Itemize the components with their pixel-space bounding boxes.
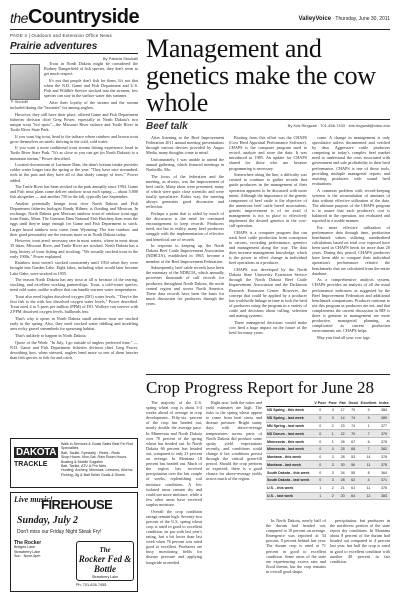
dakota-tackle-ad[interactable] — [10, 438, 138, 488]
table-cell: ND Durum - last week — [266, 430, 313, 438]
paragraph: come. A change in management is only speculative unless documented and verified by data. Aggressive cattle producers competing in today's complex beef market need to understand the costs associated with government and sale profitability in their herd performance. CHAPS is one of those tools, providing multiple managerial reports and assisting producers with sound herd evaluations. — [312, 135, 390, 186]
live-music-label: Live music! — [14, 495, 53, 504]
table-cell: 0 — [313, 407, 327, 415]
crop-condition-table — [266, 400, 390, 500]
table-row — [266, 407, 390, 415]
table-cell: 2 — [327, 492, 338, 500]
paragraph: If you want big trout, head to the tailrace where rainbow and brown trout grow themselves on smelt, thriving in the cold, cold water. — [10, 133, 138, 144]
table-cell: 384 — [378, 407, 390, 415]
paper-date-line: ValleyVoice · Thursday, June 30, 2011 — [298, 16, 390, 22]
paragraph: That's why it opens in North Dakota small rainbow trout are stocked early in the spring. Also, they need stocked water riddling and modeling area rocky gravel streambeds for spawning habitat. — [10, 316, 138, 332]
table-row — [266, 484, 390, 492]
event-date: Sunday, July 2 — [17, 515, 79, 526]
table-cell: 378 — [378, 453, 390, 461]
table-cell: 3 — [327, 477, 338, 485]
crop-col-2 — [206, 400, 262, 483]
table-header-cell: Fair — [339, 401, 346, 405]
table-cell: 383 — [378, 492, 390, 500]
table-cell: 74 — [347, 422, 359, 430]
table-cell: Montana - last week — [266, 461, 313, 469]
table-row — [266, 477, 390, 485]
ad-details — [61, 442, 135, 477]
table-cell: 30 — [338, 461, 347, 469]
paragraph: A common problem with record-keeping systems is the accumulation of amounts of data without effective utilization of the data. The ultimate purpose of the CHAPS program is to assure that each producer's cost is balanced in the operation, not evaluated and reported in a usable manner. — [312, 187, 390, 224]
table-cell: 3 — [327, 453, 338, 461]
paper-name: Valley — [298, 16, 316, 22]
feature-byline: By Kris Ringwall · 701-456-7433 · kris.ringwall@ndsu.edu — [287, 123, 390, 128]
brand-name: Countryside — [27, 6, 140, 28]
paragraph: After their loyalty of the stream and the stream included during the "boomies" for among anglers. — [10, 99, 138, 110]
table-cell: South Dakota - last week — [266, 477, 313, 485]
feature-col-2 — [229, 135, 307, 342]
table-cell: 4 — [327, 407, 338, 415]
table-cell: 1 — [327, 430, 338, 438]
table-cell: 28 — [338, 477, 347, 485]
table-cell: MN Spring - last week — [266, 422, 313, 430]
table-cell: 377 — [378, 422, 390, 430]
beef-talk-kicker: Beef talk — [146, 121, 188, 132]
prairie-article-body — [10, 61, 138, 360]
table-cell: 34 — [338, 469, 347, 477]
ad-line: Bridges Lane — [14, 545, 36, 550]
paragraph: However, they still have their place, offered Game and Fish Department fisheries division chief Greg Power, especially in North Dakota's two unique trout "hot spots"—the Missouri River tailrace and Turtle River in Turtle River State Park. — [10, 111, 138, 132]
paragraph: For more effective utilization of performance data through time, production benchmark values utilizing standardized calculations based on total cow exposed have been used in CHAPS herds for more than 20 years. During this period, CHAPS producers have been able to compare their individual operation's performance relative the benchmarks that are calculated from the entire database. — [312, 224, 390, 276]
table-cell: Minnesota - last week — [266, 445, 313, 453]
table-row — [266, 438, 390, 446]
paragraph: May you find all your cow tags. — [317, 334, 371, 340]
logo-line-2: Rocker Fed & Bottle — [78, 554, 132, 574]
table-cell: 0 — [313, 422, 327, 430]
table-cell: 22 — [338, 430, 347, 438]
table-cell: 70 — [347, 407, 359, 415]
table-cell: U.S. - this week — [266, 484, 313, 492]
table-cell: 14 — [359, 453, 378, 461]
masthead — [10, 6, 390, 38]
table-cell: 0 — [313, 445, 327, 453]
table-cell: 67 — [347, 438, 359, 446]
paragraph: precipitation, but producers in the northwest portion of the state report dry conditions. In Montana about 8 percent of the durum had headed out compared to 4 percent last year, but half the crop is rated in good to excellent condition with another 40 percent in fair condition. — [330, 518, 390, 564]
table-cell: ND Spring - this week — [266, 407, 313, 415]
table-cell: 375 — [378, 461, 390, 469]
table-cell: 9 — [359, 414, 378, 422]
feature-headline: Management and genetics make the cow whole — [146, 34, 376, 117]
table-cell: 12 — [359, 492, 378, 500]
ad-line: Bait, Tackle, ATV & Pro Nets — [61, 464, 107, 469]
table-row — [266, 469, 390, 477]
table-header-cell: Good — [348, 401, 358, 405]
paragraph: Quote of the Week: "In July, I go outside of anglers preferred time." — N.D. Game and Fish Department fisheries division chief Greg Power, describing how, when stressed, anglers bend more so one of them heavier than fish species to fish for and catch. — [10, 339, 138, 360]
table-row — [266, 461, 390, 469]
table-cell: 8 — [359, 469, 378, 477]
table-cell: 3 — [327, 414, 338, 422]
paragraph: The majority of the U.S. spring wheat crop is about 3-4 weeks ahead of average in crop development. Fifty-six percent of the crop has headed out, nearly double the average pace. In Minnesota and North Dakota over 70 percent of the spring wheat has headed out. In North Dakota 66 percent has headed out, compared to only 21 percent on average. In Montana 18 percent has headed out. Much of the region has received precipitation over the last couple of weeks, replenishing soil moisture conditions. A few isolated areas remain dry and could use more moisture, while a few other areas have received surplus moisture. — [146, 400, 202, 507]
author-photo — [10, 64, 40, 104]
paragraph: Trout also need higher dissolved oxygen (DO) water levels. "They're the first fish to die with low dissolved oxygen water levels," Power described. Trout need 4 to 5 parts per million (PPM) of DO. Walleye can survive with 2 PPM dissolved oxygen levels, bullheads less. — [10, 294, 138, 315]
paragraph: The focus of the federation and the meeting, as always, was the improvement of beef cattle. Many ideas were presented, many of which were quite close scientific and were totally speculative. Either way, the meeting always generates good discussion and reflection. — [146, 173, 224, 210]
table-cell: 7 — [359, 430, 378, 438]
table-cell: 2 — [327, 484, 338, 492]
table-cell: 11 — [359, 461, 378, 469]
paragraph: That's unlikely to happen in North Dakota. — [15, 332, 87, 338]
paragraph: Right now, both the ratios and yield estimates are high. The risks to the spring wheat appear to come from heat stress and disease pressure. Bright sunny days with above-average temperatures across parts of North Dakota did produce some spotty yield expectations recently, and conditions could change if hot conditions persist through the critical grain-fill period. Should the crop perform as expected, there is a good chance for above-average yields across much of the region. — [206, 400, 262, 482]
ad-line: Shop Hours: Mon-Sat, Rain Room Hours, Boating & Mobile Supplies — [61, 455, 128, 464]
table-cell: 1 — [313, 484, 327, 492]
table-cell: 20 — [338, 492, 347, 500]
paragraph: CHAPS is a computer program that can track beef cattle production from conception to carcass, recording performance, genetics and management along the way. The data does increase management knowledge, which is the power to effect change in individual beef operations as a producer. — [229, 229, 307, 266]
paragraph: Somewhere along the line, a difficulty was created to continue to gather records that guide producers in the management of their operation apparent to be discussed with more intent. Although the importance of the genetic component of beef cattle is the objective of the numerous beef cattle breed associations, genetic improvement is of no avail if management is not in place to effectively implement the desired genetics in the cow-calf operation. — [229, 172, 307, 229]
table-cell: 3 — [327, 461, 338, 469]
paragraph: Located downstream of Larimore Dam, the dam's bottom intake provides colder water longer into the spring or the year. "They have nice streambed, rock in the past and they have all of that shady canopy of trees," Power added. — [10, 162, 138, 183]
table-cell: 0 — [313, 414, 327, 422]
table-cell: 376 — [378, 484, 390, 492]
table-row — [266, 430, 390, 438]
table-cell: 28 — [338, 453, 347, 461]
table-cell: 70 — [347, 430, 359, 438]
table-cell: 64 — [347, 492, 359, 500]
brand-the: the — [10, 10, 28, 26]
firehouse-title: FIREHOUSE — [41, 497, 113, 512]
table-cell: 17 — [338, 407, 347, 415]
ad-left-block — [14, 541, 62, 559]
paragraph: After listening to the Beef Improvement Federation 2011 annual meeting presentations through various devices provided by Angus Media, many thoughts come to mind. — [146, 135, 224, 156]
table-row — [266, 445, 390, 453]
crop-col-4 — [330, 518, 390, 565]
paragraph: In North Dakota, nearly half of the durum had headed out, compared to 19 percent on average. Emergence was reported at 34 percent, 8 percent behind last year. The durum crop is rated at 71 percent in good to excellent condition. Some areas of the state are experiencing excess rain and flood threats, but the crop remains in overall good shape. — [266, 518, 326, 574]
kicker-row — [146, 119, 390, 133]
ad-subtitle: TRACKLE — [14, 461, 48, 468]
table-body — [266, 407, 390, 500]
paragraph: In response to keeping up, the North Dakota Beef Cattle Improvement Association (NDBCIA), established in 1965, became a member of the Beef Improvement Federation. — [146, 243, 224, 264]
page-info: PAGE 4 | Outdoors and Extension Office News — [10, 33, 112, 38]
table-cell: 389 — [378, 414, 390, 422]
table-cell: 2 — [327, 422, 338, 430]
table-cell: 0 — [313, 430, 327, 438]
paragraph: Overall the crop condition ratings remain high. Seventy-two percent of the U.S. spring wheat crop is rated in good to excellent condition, on par with last year's rating, but a bit lower than last week when 76 percent was rated good to excellent. Producers are busy monitoring fields for disease pressure and applying fungicide as needed. — [146, 508, 202, 565]
ad-line: Sun · Noon-6pm — [14, 554, 41, 559]
paragraph: Rooting from this effort was the CHAPS (Cow Herd Appraisal Performance Software). CHAPS is the computer program used to record, analyze and store the data. It was introduced in 1985. An update for CHAPS shared for those who use because programming is necessary. — [229, 135, 307, 171]
table-row — [266, 453, 390, 461]
ad-bottom — [14, 541, 134, 589]
prairie-byline: By Patricia Stockdill — [102, 56, 138, 61]
table-cell: ND Spring - last week — [266, 414, 313, 422]
ad-title: DAKOTA — [16, 447, 57, 458]
table-cell: South Dakota - this week — [266, 469, 313, 477]
table-cell: 25 — [338, 445, 347, 453]
table-cell: 9 — [359, 407, 378, 415]
table-cell: 378 — [378, 438, 390, 446]
left-title: The Rocker — [14, 540, 42, 546]
table-row — [266, 492, 390, 500]
table-cell: U.S. - last week — [266, 492, 313, 500]
table-cell: 3 — [327, 469, 338, 477]
table-cell: 0 — [313, 453, 327, 461]
logo-line-1: The — [99, 546, 111, 554]
table-cell: 14 — [338, 414, 347, 422]
table-header-cell: V Poor — [314, 401, 326, 405]
table-header-cell: Excellent — [360, 401, 377, 405]
table-cell: 55 — [347, 469, 359, 477]
table-cell: 1 — [359, 422, 378, 430]
feature-col-3 — [312, 135, 390, 342]
crop-article — [146, 400, 390, 590]
paragraph: Subsequently, beef cattle records have been the mainstay of the NDBCIA, which annually processes thousands of calf records for producers throughout North Dakota, the north central region and across North America. These data records have been the basis for much discussion for producers through the years. — [146, 265, 224, 306]
left-lines — [14, 545, 62, 558]
table-cell: 371 — [378, 477, 390, 485]
paragraph: Unfortunately, I was unable to attend the annual gathering, which featured meetings in Nashville, Mo. — [146, 156, 224, 173]
paragraph: The Turtle River has been stocked in the park annually since 1994. Game and Fish trout plans come deliver rainbow trout each spring — about 5,000 fish altogether — and another 750 in the fall, typically late September. — [10, 184, 138, 200]
feature-col-1 — [146, 135, 224, 342]
table-cell: 0 — [313, 469, 327, 477]
paragraph: Trout in North Dakota might be considered the Rodney Dangerfield of fish species, they don't seem to get much respect. — [44, 61, 138, 77]
table-cell: 364 — [378, 469, 390, 477]
paragraph: Rainbow trout weren't stocked consistently until 1954 when they were brought into Garden Lake. Eight lakes, including what would later become Lake Oahe, were stocked in 1955. — [10, 260, 138, 276]
table-cell: 62 — [347, 477, 359, 485]
table-cell: 56 — [347, 461, 359, 469]
table-cell: 0 — [313, 477, 327, 485]
event-subtitle: Don't miss our Friday Night Steak Fry! — [17, 529, 102, 535]
table-cell: 23 — [338, 422, 347, 430]
photo-caption: P. Stockdill — [11, 100, 28, 104]
ad-phone: Ph. 701-626-7455 — [76, 583, 107, 587]
feature-columns — [146, 135, 390, 342]
issue-date: Thursday, June 30, 2011 — [335, 16, 390, 22]
rocker-logo — [76, 541, 134, 581]
ad-line: Bait, Tackle, Specialty - Reels - Rods — [61, 450, 120, 455]
paragraph: If you want a more traditional trout stream fishing experience, head to Turtle River State Park. "It's as close as you can get (in North Dakota) to a mountain stream," Power described. — [10, 145, 138, 161]
table-cell: 61 — [347, 484, 359, 492]
table-cell: 0 — [313, 461, 327, 469]
table-header-cell: Index — [379, 401, 389, 405]
paragraph: CHAPS was developed by the North Dakota State University Extension Service through the North Dakota Beef Cattle Improvement Association and the Dickinson Research Extension Center. However, the concept that could be applied by a producer has worldwide linkage in time to lock the herd of producers using the program in a variety of cattle and decisions about culling, selection and mating systems. — [229, 267, 307, 318]
paragraph: It's not that people don't fish for them. It's not that when the N.D. Game and Fish Department and U.S. Fish and Wildlife Service stocked into the streams, few species can stay in the surface water this summer. — [44, 77, 138, 99]
table-cell: 21 — [338, 484, 347, 492]
table-cell: 0 — [327, 445, 338, 453]
prairie-section-title: Prairie adventures — [10, 41, 138, 54]
section-brand — [10, 6, 139, 29]
table-cell: Montana - this week — [266, 453, 313, 461]
crop-col-1 — [146, 400, 202, 566]
table-cell: 53 — [347, 453, 359, 461]
table-cell: 0 — [313, 438, 327, 446]
table-cell: 1 — [313, 492, 327, 500]
paper-name-2: Voice — [315, 16, 332, 22]
table-cell: 379 — [378, 430, 390, 438]
crop-headline: Crop Progress Report for June 28 — [146, 374, 390, 398]
table-cell: Minnesota - this week — [266, 438, 313, 446]
paragraph: However, trout aren't necessary rare in most waters, where in most about 35 lakes, Missouri River, and Turtle River are stocked. North Dakota has a long history of trout fishing and stocking. "We actually stocked trout in the early 1900s," Power explained. — [10, 238, 138, 259]
table-cell: 1 — [327, 438, 338, 446]
feature-column — [146, 35, 390, 595]
paragraph: These managerial decisions would make cow herd a huge impact on the future of the herd for many years. — [229, 319, 307, 335]
paragraph: The reason North Dakota has any trout at all is because of the rearing, stocking, and excellent working partnerships. Trout, a cold-water species, need cold water, unlike walleye that can handle warmer water temperatures. — [10, 277, 138, 293]
ad-line: Fishing, Jig & Bait Seller Goals & Shoes — [61, 472, 125, 477]
table-header-cell: Poor — [328, 401, 337, 405]
table-row — [266, 414, 390, 422]
table-cell: 26 — [338, 438, 347, 446]
logo-line-3: Strawberry Lake — [91, 575, 119, 579]
ad-line: Walk in Services & Goals Sales Best Fin Rod Specialties — [61, 442, 133, 451]
paragraph: Another potentially benign trout river North Dakota and Fish Department fisheries biologist Randy Hiltner, is flooding and Mexican. In exchange, North Dakota gets Mexican rainbow trout of rainbow trout eggs from Ennis, Mont. The Garrison Dam National Fish Hatchery then rears the eggs until they're large enough for Game and Fish Department to stock. Larger brood rainbow now come from Wyoming. The free rainbow and their good personality are the reasons more so in North Dakota today. — [10, 201, 138, 237]
paragraph: As a comprehensive analysis system, CHAPS provides an analysis of all the usual performance indicators as suggested by the Beef Improvement Federation and additional benchmark comparisons. Producer continue to use this program as producers are net, and that complements the current discussion in BIF is there is genuine to management are more productive, managerial planning, as complicated as current production environments are, CHAPS helps. — [312, 277, 390, 334]
firehouse-ad[interactable] — [10, 492, 138, 592]
table-cell: 11 — [359, 484, 378, 492]
table-cell: 7 — [359, 445, 378, 453]
ad-line: Strawberry Lake — [14, 549, 41, 554]
table-cell: 6 — [359, 438, 378, 446]
paragraph: Perhaps a point that is aided by much of the discussion is the need for continued encouragement to keep records. Producers need, not but in reality, many beef producers struggle with the implementation of effective and beneficial use of records. — [146, 211, 224, 242]
table-cell: 382 — [378, 445, 390, 453]
table-cell: 4 — [359, 477, 378, 485]
ad-line: Hunting, Archery, Minnows, Leeches, Worms — [61, 468, 133, 473]
crop-col-3 — [266, 518, 326, 576]
table-row — [266, 422, 390, 430]
table-cell: 74 — [347, 414, 359, 422]
table-cell: 68 — [347, 445, 359, 453]
